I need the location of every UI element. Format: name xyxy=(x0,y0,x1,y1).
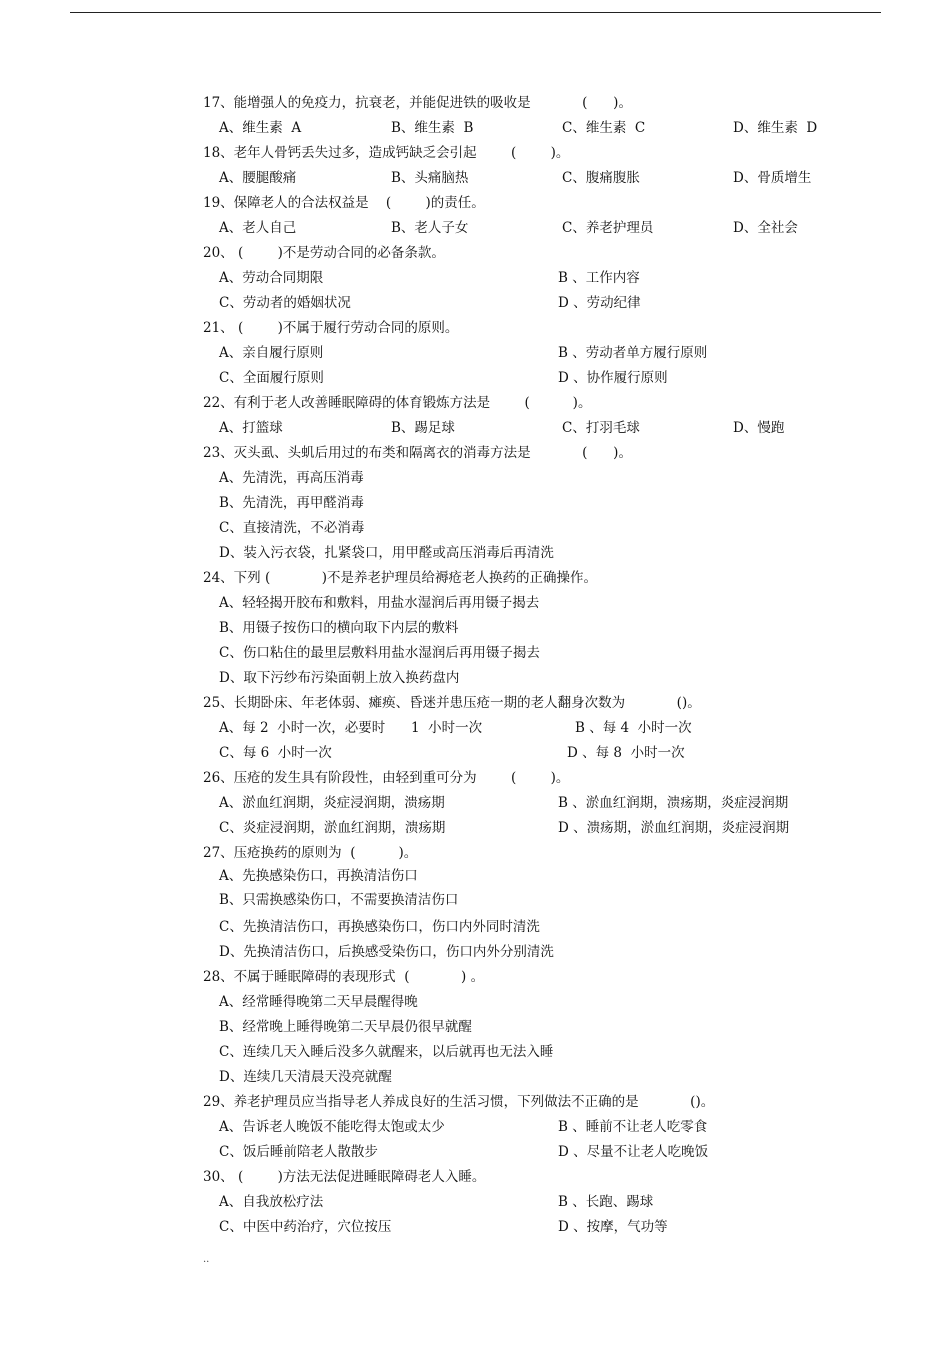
question-21-stem: 21、 ( )不属于履行劳动合同的原则。 xyxy=(203,320,459,336)
question-29-option: C、饭后睡前陪老人散散步 xyxy=(219,1144,378,1160)
question-20-option: C、劳动者的婚姻状况 xyxy=(219,295,351,311)
question-17-option: C、维生素 C xyxy=(562,120,646,136)
question-30-option: D 、按摩，气功等 xyxy=(558,1219,668,1235)
question-29-option: A、告诉老人晚饭不能吃得太饱或太少 xyxy=(219,1119,445,1135)
question-28-option: D、连续几天清晨天没亮就醒 xyxy=(219,1069,392,1085)
question-30-option: B 、长跑、踢球 xyxy=(558,1194,654,1210)
question-26-option: D 、溃疡期，淤血红润期，炎症浸润期 xyxy=(558,820,790,836)
question-19-option: A、老人自己 xyxy=(219,220,297,236)
question-23-option: A、先清洗，再高压消毒 xyxy=(219,470,364,486)
question-29-option: B 、睡前不让老人吃零食 xyxy=(558,1119,708,1135)
question-28-option: A、经常睡得晚第二天早晨醒得晚 xyxy=(219,994,418,1010)
question-18-option: C、腹痛腹胀 xyxy=(562,170,640,186)
question-19-option: D、全社会 xyxy=(733,220,798,236)
question-25-option: D 、每 8 小时一次 xyxy=(567,745,685,761)
question-24-option: A、轻轻揭开胶布和敷料，用盐水湿润后再用镊子揭去 xyxy=(219,595,540,611)
question-21-option: B 、劳动者单方履行原则 xyxy=(558,345,708,361)
question-23-option: B、先清洗，再甲醛消毒 xyxy=(219,495,364,511)
question-18-option: A、腰腿酸痛 xyxy=(219,170,297,186)
question-17-option: A、维生素 A xyxy=(219,120,302,136)
question-18-option: B、头痛脑热 xyxy=(391,170,469,186)
question-24-option: C、伤口粘住的最里层敷料用盐水湿润后再用镊子揭去 xyxy=(219,645,540,661)
question-26-option: A、淤血红润期，炎症浸润期，溃疡期 xyxy=(219,795,445,811)
question-30-option: A、自我放松疗法 xyxy=(219,1194,324,1210)
question-25-option: C、每 6 小时一次 xyxy=(219,745,332,761)
question-17-option: B、维生素 B xyxy=(391,120,474,136)
question-26-option: B 、淤血红润期，溃疡期，炎症浸润期 xyxy=(558,795,789,811)
question-19-option: B、老人子女 xyxy=(391,220,469,236)
question-26-stem: 26、压疮的发生具有阶段性，由轻到重可分为 ( )。 xyxy=(203,770,570,786)
question-20-option: D 、劳动纪律 xyxy=(558,295,641,311)
question-21-option: D 、协作履行原则 xyxy=(558,370,668,386)
question-22-option: A、打篮球 xyxy=(219,420,283,436)
question-21-option: C、全面履行原则 xyxy=(219,370,324,386)
question-24-option: D、取下污纱布污染面朝上放入换药盘内 xyxy=(219,670,460,686)
question-22-option: C、打羽毛球 xyxy=(562,420,640,436)
question-23-option: D、装入污衣袋，扎紧袋口，用甲醛或高压消毒后再清洗 xyxy=(219,545,554,561)
question-17-stem: 17、能增强人的免疫力，抗衰老，并能促进铁的吸收是 ( )。 xyxy=(203,95,632,111)
question-27-option: D、先换清洁伤口，后换感受染伤口，伤口内外分别清洗 xyxy=(219,944,554,960)
question-19-stem: 19、保障老人的合法权益是 ( )的责任。 xyxy=(203,195,485,211)
question-30-option: C、中医中药治疗，穴位按压 xyxy=(219,1219,392,1235)
question-24-stem: 24、下列 ( )不是养老护理员给褥疮老人换药的正确操作。 xyxy=(203,570,597,586)
question-26-option: C、炎症浸润期，淤血红润期，溃疡期 xyxy=(219,820,446,836)
question-24-option: B、用镊子按伤口的横向取下内层的敷料 xyxy=(219,620,459,636)
question-28-option: C、连续几天入睡后没多久就醒来，以后就再也无法入睡 xyxy=(219,1044,554,1060)
question-20-option: A、劳动合同期限 xyxy=(219,270,324,286)
question-25-option: A、每 2 小时一次，必要时 1 小时一次 xyxy=(219,720,483,736)
question-27-option: A、先换感染伤口，再换清洁伤口 xyxy=(219,868,418,884)
question-27-stem: 27、压疮换药的原则为 ( )。 xyxy=(203,845,418,861)
question-23-option: C、直接清洗，不必消毒 xyxy=(219,520,365,536)
question-25-option: B 、每 4 小时一次 xyxy=(575,720,692,736)
question-30-stem: 30、 ( )方法无法促进睡眠障碍老人入睡。 xyxy=(203,1169,486,1185)
question-29-stem: 29、养老护理员应当指导老人养成良好的生活习惯，下列做法不正确的是 ()。 xyxy=(203,1094,715,1110)
question-22-option: B、踢足球 xyxy=(391,420,455,436)
footer-mark: .. xyxy=(203,1254,210,1265)
question-28-stem: 28、不属于睡眠障碍的表现形式 ( ) 。 xyxy=(203,969,485,985)
question-29-option: D 、尽量不让老人吃晚饭 xyxy=(558,1144,709,1160)
question-20-option: B 、工作内容 xyxy=(558,270,640,286)
question-23-stem: 23、灭头虱、头虮后用过的布类和隔离衣的消毒方法是 ( )。 xyxy=(203,445,632,461)
question-19-option: C、养老护理员 xyxy=(562,220,654,236)
question-27-option: B、只需换感染伤口，不需要换清洁伤口 xyxy=(219,892,459,908)
question-25-stem: 25、长期卧床、年老体弱、瘫痪、昏迷并患压疮一期的老人翻身次数为 ()。 xyxy=(203,695,701,711)
question-22-option: D、慢跑 xyxy=(733,420,785,436)
question-18-stem: 18、老年人骨钙丢失过多，造成钙缺乏会引起 ( )。 xyxy=(203,145,570,161)
question-22-stem: 22、有利于老人改善睡眠障碍的体育锻炼方法是 ( )。 xyxy=(203,395,592,411)
question-27-option: C、先换清洁伤口，再换感染伤口，伤口内外同时清洗 xyxy=(219,919,540,935)
question-18-option: D、骨质增生 xyxy=(733,170,812,186)
question-21-option: A、亲自履行原则 xyxy=(219,345,324,361)
question-28-option: B、经常晚上睡得晚第二天早晨仍很早就醒 xyxy=(219,1019,472,1035)
question-20-stem: 20、 ( )不是劳动合同的必备条款。 xyxy=(203,245,445,261)
question-17-option: D、维生素 D xyxy=(733,120,818,136)
